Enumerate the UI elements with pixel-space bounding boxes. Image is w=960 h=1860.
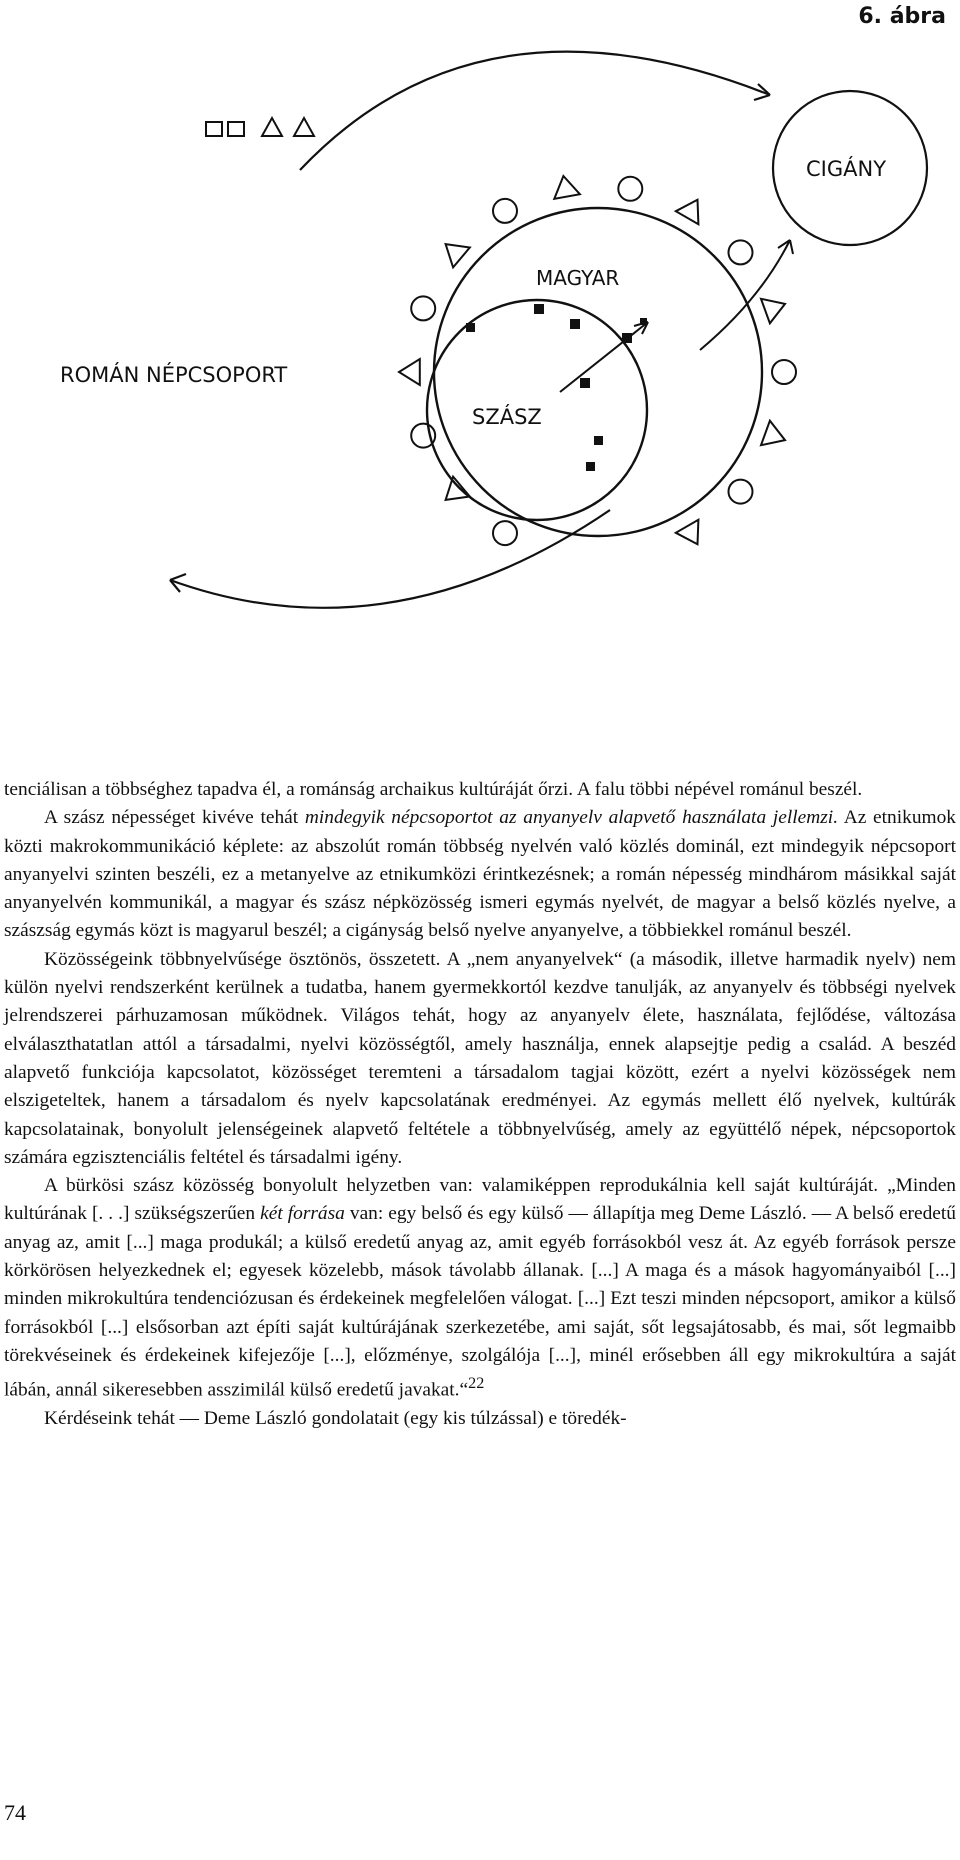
paragraph-5: Kérdéseink tehát — Deme László gondolatait (egy kis túlzással) e töredék- xyxy=(44,1408,627,1429)
body-text xyxy=(4,776,956,1433)
figure-diagram xyxy=(0,0,960,760)
label-magyar: MAGYAR xyxy=(536,266,620,290)
ethnic-relations-figure xyxy=(0,0,960,760)
paragraph-2-lead: A szász népességet kivéve tehát xyxy=(44,807,305,829)
ring-triangle xyxy=(446,244,470,267)
ring-triangle xyxy=(446,477,470,500)
ring-circle xyxy=(729,240,753,264)
paragraph-3: Közösségeink többnyelvűsége ösztönös, összetett. A „nem anyanyelvek“ (a második, illetve harmadik nyelv) nem külön nyelvi rendszerként kerülnek a tudatba, hanem gyermekkortól kezdve tanulják, az anyanyelv és többségi nyelvek jelrendszerei párhuzamosan működnek. Világos tehát, hogy az anyanyelv élete, használata, fejlődése, változása elválaszthatatlan attól a társadalmi, nyelvi közösségtől, amely használja, ennek alapsejtje pedig a család. A beszéd alapvető funkciója kapcsolatot, közösséget teremteni a társadalom tagjai között, ezért a nyelvi közösségek nem elszigeteltek, hanem a társadalom és nyelv kapcsolatának eredményei. Az egymás mellett élő nyelvek, kultúrák kapcsolatainak, bonyolult jelenségeinek alapvető feltétele a többnyelvűség, amely az együttélő népek, népcsoportok számára egzisztenciális feltétel és társadalmi igény. xyxy=(4,948,956,1168)
arrow-szasz-magyar xyxy=(560,322,648,392)
paragraph-1: tenciálisan a többséghez tapadva él, a románság archaikus kultúráját őrzi. A falu többi népével románul beszél. xyxy=(4,779,863,800)
ring-triangle xyxy=(761,421,785,446)
paragraph-2-emphasis: mindegyik népcsoportot az anyanyelv alapvető használata jellemzi. xyxy=(304,807,839,829)
ring-circle xyxy=(411,296,435,320)
ring-circle xyxy=(772,360,796,384)
ring-triangle xyxy=(554,176,580,199)
label-szasz: SZÁSZ xyxy=(472,405,542,429)
paragraph-4-lead: A bürkösi szász közösség bonyolult helyzetben van: valamiképpen reprodukálnia kell saját kultúráját. „Minden kultúrának [. . .] szükségszerűen xyxy=(4,1175,956,1225)
arc-lower-return xyxy=(170,510,610,608)
ring-triangle xyxy=(761,299,785,324)
ring-triangle xyxy=(676,200,699,225)
ring-circle xyxy=(493,521,517,545)
page-number: 74 xyxy=(4,1800,26,1825)
arc-roman-cigany xyxy=(300,52,770,170)
footnote-ref: 22 xyxy=(468,1375,485,1393)
magyar-ring-symbols xyxy=(399,176,796,545)
label-roman: ROMÁN NÉPCSOPORT xyxy=(60,363,288,387)
ring-triangle xyxy=(399,359,420,385)
label-cigany: CIGÁNY xyxy=(806,157,887,181)
ring-circle xyxy=(729,480,753,504)
figure-label: 6. ábra xyxy=(858,4,946,29)
paragraph-4 xyxy=(4,1172,956,1405)
ring-triangle xyxy=(676,520,699,545)
paragraph-2 xyxy=(4,804,956,945)
ring-circle xyxy=(493,199,517,223)
roman-symbols xyxy=(206,118,314,136)
magyar-circle xyxy=(434,208,762,536)
ring-circle xyxy=(618,177,642,201)
paragraph-4-emphasis: két forrása xyxy=(260,1203,345,1225)
szasz-markers xyxy=(466,304,647,471)
paragraph-4-rest: van: egy belső és egy külső — állapítja meg Deme László. — A belső eredetű anyag az, amit [...] maga produkál; a külső eredetű anyag az, amit egyéb forrásokból vesz át. Az egyéb források persze körkörösen helyezkednek el; egyesek közelebb, mások távolabb állanak. [...] A maga és a mások hagyományaiból [...] minden mikrokultúra tendenciózusan és érdekeinek megfelelően válogat. [...] Ezt teszi minden népcsoport, amikor a külső forrásokból [...] elsősorban azt építi saját kultúrájának szerkezetébe, ami saját, sőt legsajátosabb, és mai, sőt legmaibb törekvéseinek és érdekeinek kifejezője [...], előzménye, szolgálója [...], minél erősebben áll egy mikrokultúra a saját lábán, annál sikeresebben asszimilál külső eredetű javakat.“ xyxy=(4,1203,956,1401)
paragraph-2-rest: Az etnikumok közti makrokommunikáció képlete: az abszolút román többség nyelvén való közlés dominál, ezt mindegyik népcsoport anyanyelvi szinten beszéli, ez a metanyelve az etnikumközi érintkezésnek; a román népesség mindhárom másikkal saját anyanyelvén kommunikál, a magyar és szász népközösség ismeri egymás nyelvét, de magyar a belső közlés nyelve, a szászság egymás közt is magyarul beszél; a cigányság belső nyelve anyanyelve, a többiekkel románul beszél. xyxy=(4,807,956,942)
